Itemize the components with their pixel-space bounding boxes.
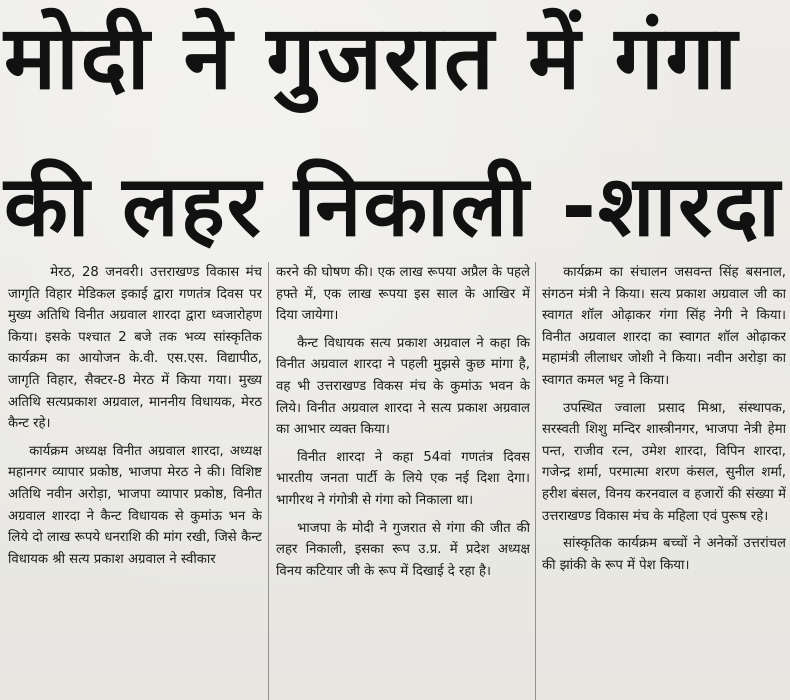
article-body bbox=[0, 262, 790, 700]
paragraph: सांस्कृतिक कार्यक्रम बच्चों ने अनेकों उत्तरांचल की झांकी के रूप में पेश किया। bbox=[542, 536, 786, 573]
article-column-3 bbox=[542, 262, 786, 700]
paragraph: कार्यक्रम अध्यक्ष विनीत अग्रवाल शारदा, अध्यक्ष महानगर व्यापार प्रकोष्ठ, भाजपा मेरठ ने की। विशिष्ट अतिथि नवीन अरोड़ा, भाजपा व्यापार प्रकोष्ठ, विनीत अग्रवाल शारदा ने कैन्ट विधायक से कुमांऊ भन के लिये दो लाख रूपये धनराशि की मांग रखी, जिसे कैन्ट विधायक श्री सत्य प्रकाश अग्रवाल ने स्वीकार bbox=[8, 443, 262, 567]
article-column-1 bbox=[8, 262, 262, 700]
paragraph: विनीत शारदा ने कहा 54वां गणतंत्र दिवस भारतीय जनता पार्टी के लिये एक नई दिशा देगा। भागीरथ ने गंगोत्री से गंगा को निकाला था। bbox=[276, 449, 530, 508]
paragraph: करने की घोषण की। एक लाख रूपया अप्रैल के पहले हफ्ते में, एक लाख रूपया इस साल के आखिर में दिया जायेगा। bbox=[276, 265, 530, 324]
headline-line-1: मोदी ने गुजरात में गंगा bbox=[4, 6, 740, 109]
paragraph: भाजपा के मोदी ने गुजरात से गंगा की जीत की लहर निकाली, इसका रूप उ.प्र. में प्रदेश अध्यक्ष विनय कटियार जी के रूप में दिखाई दे रहा है। bbox=[276, 520, 530, 579]
paragraph: कैन्ट विधायक सत्य प्रकाश अग्रवाल ने कहा कि विनीत अग्रवाल शारदा ने पहली मुझसे कुछ मांगा है, वह भी उत्तराखण्ड विकस मंच के कुमांऊ भवन के लिये। विनीत अग्रवाल शारदा ने सत्य प्रकाश अग्रवाल का आभार व्यक्त किया। bbox=[276, 335, 530, 438]
headline-line-2: की लहर निकाली -शारदा bbox=[4, 157, 782, 255]
paragraph: कार्यक्रम का संचालन जसवन्त सिंह बसनाल, संगठन मंत्री ने किया। सत्य प्रकाश अग्रवाल जी का स्वागत शॉल ओढ़ाकर गंगा सिंह नेगी ने किया। विनीत अग्रवाल शारदा का स्वागत शॉल ओढ़ाकर महामंत्री लीलाधर जोशी ने किया। नवीन अरोड़ा का स्वागत कमल भट्ट ने किया। bbox=[542, 265, 786, 388]
article-column-2 bbox=[276, 262, 530, 700]
paragraph: मेरठ, 28 जनवरी। उत्तराखण्ड विकास मंच जागृति विहार मेडिकल इकाई द्वारा गणतंत्र दिवस पर मुख्य अतिथि विनीत अग्रवाल शारदा द्वारा ध्वजारोहण किया। इसके पश्चात 2 बजे तक भव्य सांस्कृतिक कार्यक्रम का आयोजन के.वी. एस.एस. विद्यापीठ, जागृति विहार, सैक्टर-8 मेरठ में किया गया। मुख्य अतिथि सत्यप्रकाश अग्रवाल, माननीय विधायक, मेरठ कैन्ट रहे। bbox=[8, 265, 262, 432]
paragraph: उपस्थित ज्वाला प्रसाद मिश्रा, संस्थापक, सरस्वती शिशु मन्दिर शास्त्रीनगर, भाजपा नेत्री हेमा पन्त, राजीव रत्न, उमेश शारदा, विपिन शारदा, गजेन्द्र शर्मा, परमात्मा शरण कंसल, सुनील शर्मा, हरीश बंसल, विनय करनवाल व हजारों की संख्या में उत्तराखण्ड विकास मंच के महिला एवं पुरूष रहे। bbox=[542, 400, 786, 524]
